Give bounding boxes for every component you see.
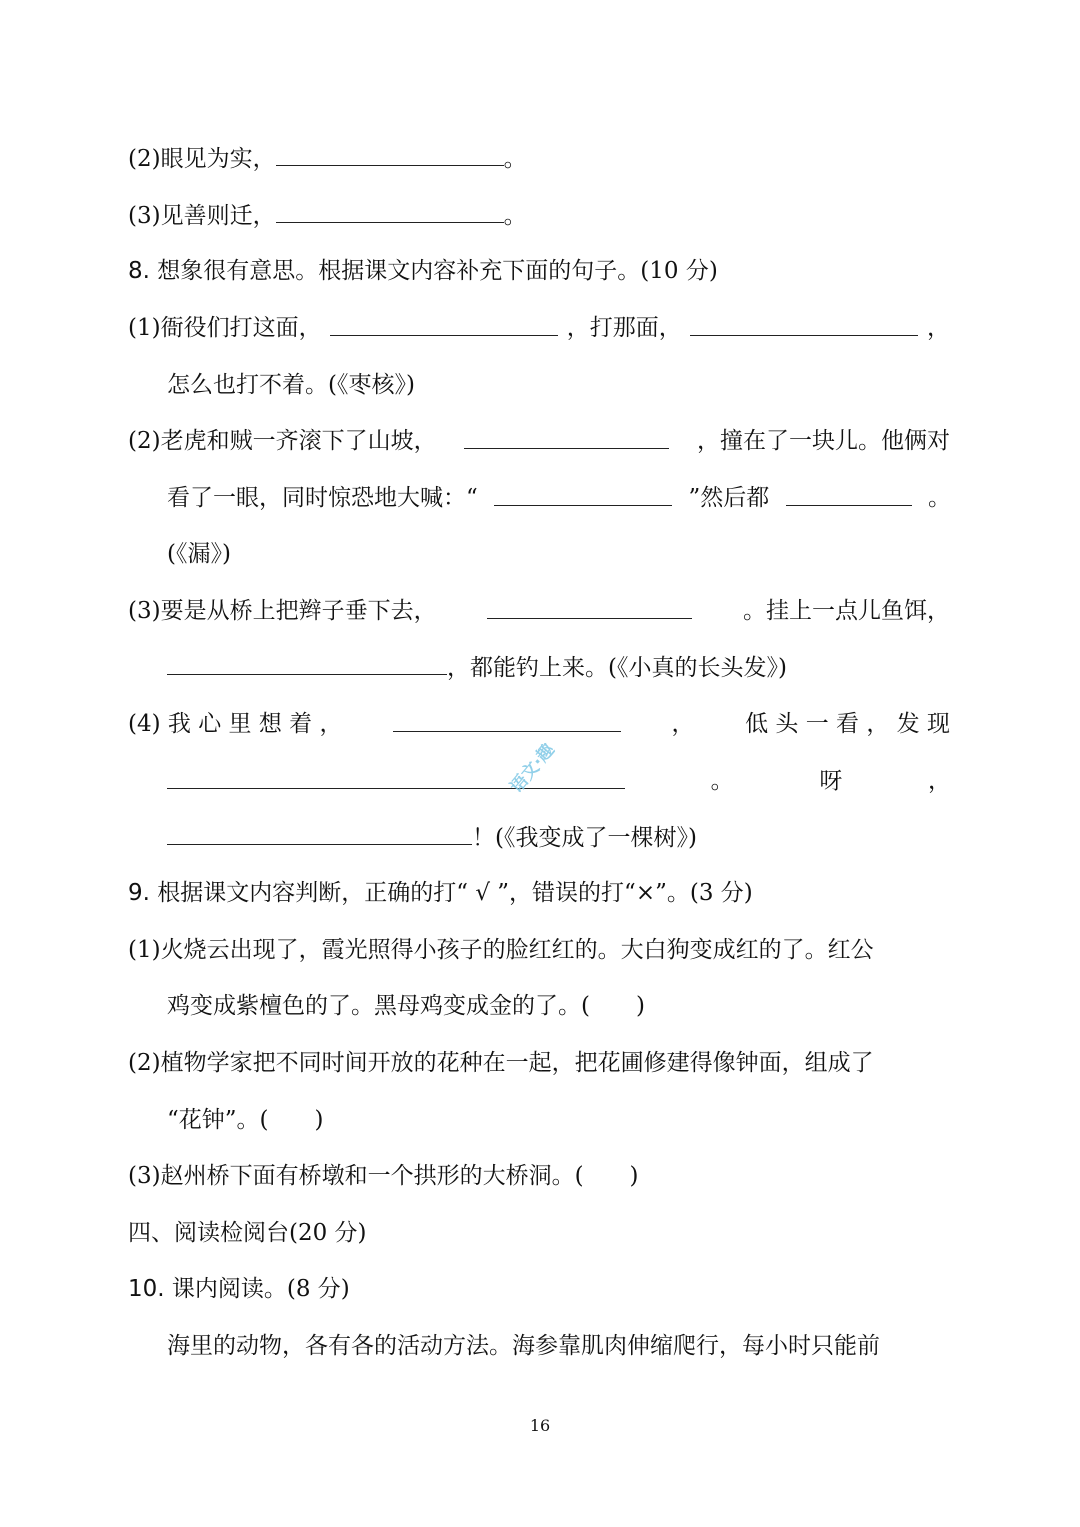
q9-item-2: (2)植物学家把不同时间开放的花种在一起，把花圃修建得像钟面，组成了	[128, 1050, 874, 1076]
q8-item-4-cont: 。 呀 ，	[167, 766, 951, 796]
question-8-heading: 8. 想象很有意思。根据课文内容补充下面的句子。(10 分)	[128, 258, 718, 284]
q9-item-3: (3)赵州桥下面有桥墩和一个拱形的大桥洞。( )	[128, 1163, 639, 1189]
answer-blank[interactable]	[276, 143, 504, 166]
answer-blank[interactable]	[494, 483, 672, 506]
page-number: 16	[529, 1416, 551, 1435]
line-3-jianshan: (3)见善则迁， 。	[128, 200, 527, 231]
q9-item-2-cont: “花钟”。( )	[167, 1107, 324, 1133]
answer-blank[interactable]	[167, 766, 625, 789]
q8-item-2: (2)老虎和贼一齐滚下了山坡， ，撞在了一块儿。他俩对	[128, 428, 950, 454]
q8-item-4-end: ！(《我变成了一棵树》)	[167, 822, 697, 853]
q8-item-2-cont: 看了一眼，同时惊恐地大喊：“ ”然后都 。	[167, 485, 951, 511]
line-2-yanjian: (2)眼见为实， 。	[128, 143, 527, 174]
answer-blank[interactable]	[393, 709, 621, 732]
q9-item-1-cont: 鸡变成紫檀色的了。黑母鸡变成金的了。( )	[167, 993, 645, 1019]
answer-blank[interactable]	[690, 313, 918, 336]
q9-item-1: (1)火烧云出现了，霞光照得小孩子的脸红红的。大白狗变成红的了。红公	[128, 937, 874, 963]
q8-item-2-source: (《漏》)	[167, 541, 231, 567]
answer-blank[interactable]	[276, 200, 504, 223]
answer-blank[interactable]	[786, 483, 912, 506]
q8-item-4: (4) 我 心 里 想 着 ， ， 低 头 一 看 ， 发 现	[128, 711, 950, 737]
q8-item-1: (1)衙役们打这面， ，打那面， ，	[128, 315, 950, 341]
reading-passage: 海里的动物，各有各的活动方法。海参靠肌肉伸缩爬行，每小时只能前	[167, 1333, 880, 1359]
q8-item-1-cont: 怎么也打不着。(《枣核》)	[167, 372, 415, 398]
watermark-logo: 语文·趣	[506, 740, 559, 798]
answer-blank[interactable]	[330, 313, 558, 336]
question-9-heading: 9. 根据课文内容判断，正确的打“ √ ”，错误的打“×”。(3 分)	[128, 880, 753, 906]
answer-blank[interactable]	[167, 652, 447, 675]
section-4-heading: 四、阅读检阅台(20 分)	[128, 1220, 367, 1246]
answer-blank[interactable]	[167, 822, 472, 845]
question-10-heading: 10. 课内阅读。(8 分)	[128, 1276, 350, 1302]
answer-blank[interactable]	[487, 596, 692, 619]
answer-blank[interactable]	[464, 426, 669, 449]
q8-item-3-cont: ，都能钓上来。(《小真的长头发》)	[167, 652, 787, 683]
q8-item-3: (3)要是从桥上把辫子垂下去， 。挂上一点儿鱼饵，	[128, 598, 950, 624]
